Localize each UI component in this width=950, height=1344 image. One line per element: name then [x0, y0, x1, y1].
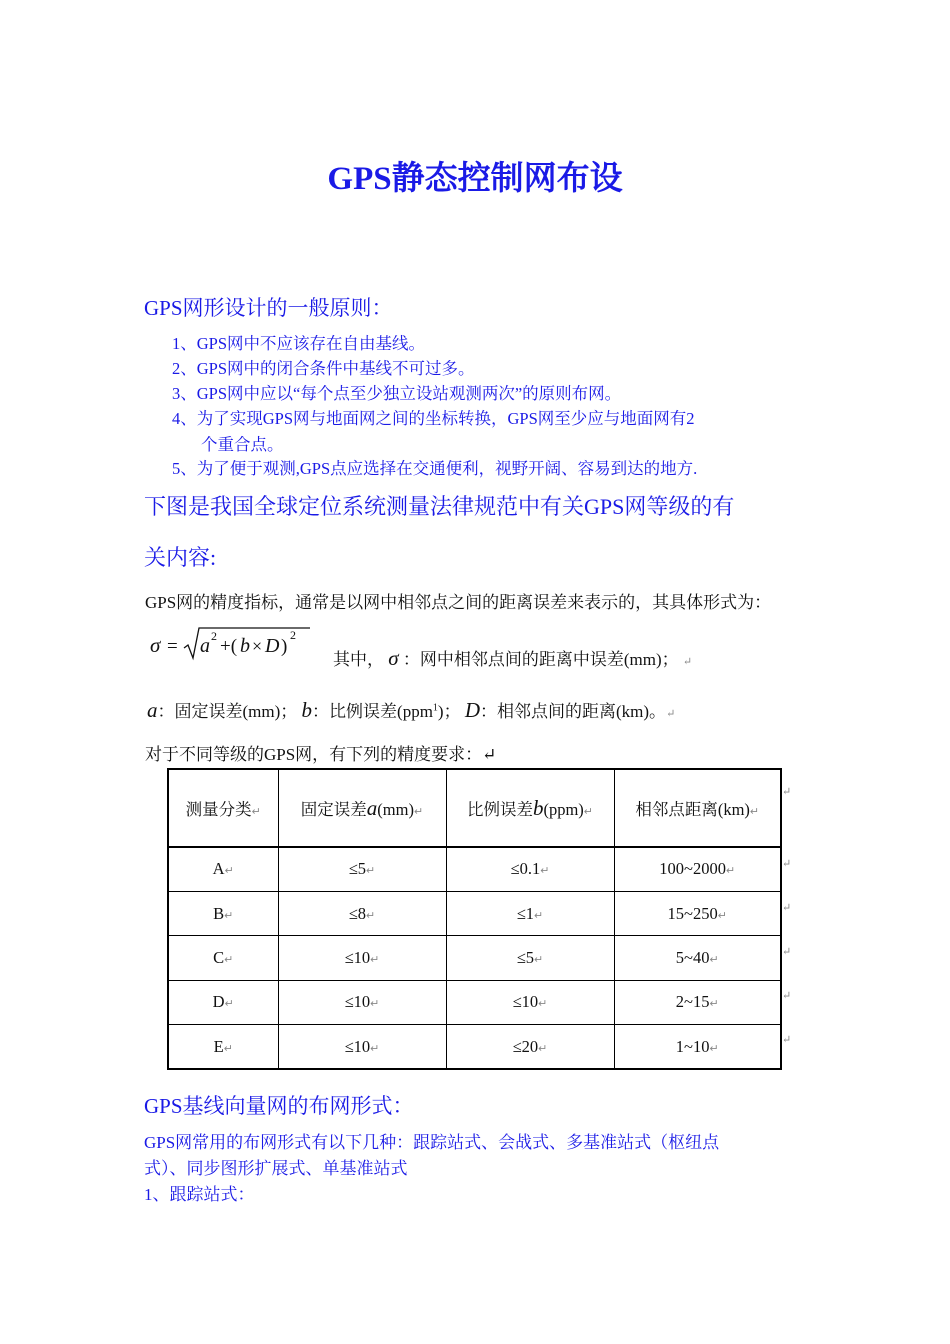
header-ratio-error: 比例误差b(ppm)↵	[446, 769, 614, 847]
accuracy-intro: GPS网的精度指标，通常是以网中相邻点之间的距离误差来表示的，其具体形式为：	[145, 593, 772, 612]
document-title: GPS静态控制网布设	[327, 161, 623, 197]
table-row	[168, 891, 781, 935]
principles-heading: GPS网形设计的一般原则：	[144, 296, 393, 320]
svg-text:×: ×	[252, 636, 263, 656]
svg-text:2: 2	[211, 629, 217, 643]
cell-distance: 5~40↵	[614, 936, 781, 980]
var-b: b	[301, 698, 313, 722]
accuracy-formula	[150, 624, 320, 664]
row-end-mark: ↵	[782, 858, 792, 870]
svg-text:=: =	[167, 636, 178, 657]
principle-item-4-continuation: 个重合点。	[201, 435, 284, 454]
paragraph-mark: ↵	[682, 656, 693, 668]
cell-fixed-error: ≤10↵	[278, 1025, 446, 1069]
cell-grade: C↵	[168, 936, 278, 980]
svg-text:2: 2	[290, 628, 296, 642]
principle-item-3: 3、GPS网中应以“每个点至少独立设站观测两次”的原则布网。	[172, 384, 622, 403]
forms-line-1: GPS网常用的布网形式有以下几种：跟踪站式、会战式、多基准站式（枢纽点	[144, 1133, 720, 1152]
cell-fixed-error: ≤10↵	[278, 980, 446, 1024]
forms-line-2: 式）、同步图形扩展式、单基准站式	[144, 1159, 408, 1178]
svg-text:b: b	[240, 635, 250, 657]
table-row	[168, 847, 781, 891]
forms-heading: GPS基线向量网的布网形式：	[144, 1094, 414, 1118]
intro-line-2: 关内容:	[144, 545, 217, 570]
var-b-sup: 1	[432, 702, 438, 714]
note-prefix: 其中，	[333, 650, 384, 669]
principle-item-2: 2、GPS网中的闭合条件中基线不可过多。	[172, 359, 475, 378]
svg-text:a: a	[200, 635, 210, 657]
principle-item-1: 1、GPS网中不应该存在自由基线。	[172, 334, 426, 353]
intro-line-1: 下图是我国全球定位系统测量法律规范中有关GPS网等级的有	[144, 494, 735, 519]
cell-grade: E↵	[168, 1025, 278, 1069]
principle-item-4: 4、为了实现GPS网与地面网之间的坐标转换，GPS网至少应与地面网有2	[172, 409, 695, 428]
gps-grade-table	[167, 768, 782, 1070]
cell-distance: 1~10↵	[614, 1025, 781, 1069]
header-category: 测量分类↵	[168, 769, 278, 847]
formula-note	[333, 645, 692, 671]
cell-fixed-error: ≤10↵	[278, 936, 446, 980]
variable-definitions	[147, 697, 675, 723]
header-distance: 相邻点距离(km)↵	[614, 769, 781, 847]
row-end-mark: ↵	[782, 990, 792, 1002]
header-fixed-error: 固定误差a(mm)↵	[278, 769, 446, 847]
cell-grade: B↵	[168, 891, 278, 935]
paragraph-mark: ↵	[666, 708, 676, 720]
row-end-mark: ↵	[782, 946, 792, 958]
table-row	[168, 1025, 781, 1069]
cell-ratio-error: ≤1↵	[446, 891, 614, 935]
table-intro: 对于不同等级的GPS网，有下列的精度要求：↵	[145, 745, 497, 764]
var-b-desc-end: )；	[437, 702, 461, 721]
var-a: a	[147, 698, 158, 722]
cell-fixed-error: ≤5↵	[278, 847, 446, 891]
cell-ratio-error: ≤20↵	[446, 1025, 614, 1069]
principle-item-5: 5、为了便于观测,GPS点应选择在交通便利，视野开阔、容易到达的地方.	[172, 459, 698, 478]
table-row	[168, 936, 781, 980]
sigma-description: ：网中相邻点间的距离中误差(mm)；	[402, 650, 679, 669]
var-d: D	[464, 698, 481, 722]
svg-text:σ: σ	[150, 633, 161, 657]
var-b-desc: ：比例误差(ppm	[312, 702, 433, 721]
table-header-row	[168, 769, 781, 847]
forms-line-3: 1、跟踪站式：	[144, 1185, 255, 1204]
cell-distance: 15~250↵	[614, 891, 781, 935]
cell-distance: 2~15↵	[614, 980, 781, 1024]
cell-grade: D↵	[168, 980, 278, 1024]
svg-text:+(: +(	[220, 636, 238, 657]
cell-distance: 100~2000↵	[614, 847, 781, 891]
row-end-mark: ↵	[782, 1034, 792, 1046]
svg-text:D: D	[265, 635, 280, 657]
cell-ratio-error: ≤10↵	[446, 980, 614, 1024]
cell-ratio-error: ≤5↵	[446, 936, 614, 980]
table-row	[168, 980, 781, 1024]
var-a-desc: ：固定误差(mm)；	[157, 702, 298, 721]
cell-ratio-error: ≤0.1↵	[446, 847, 614, 891]
cell-grade: A↵	[168, 847, 278, 891]
var-d-desc: ：相邻点间的距离(km)。	[480, 702, 667, 721]
sigma-symbol: σ	[388, 646, 399, 670]
row-end-mark: ↵	[782, 786, 792, 798]
svg-text:): )	[281, 636, 288, 657]
row-end-mark: ↵	[782, 902, 792, 914]
cell-fixed-error: ≤8↵	[278, 891, 446, 935]
